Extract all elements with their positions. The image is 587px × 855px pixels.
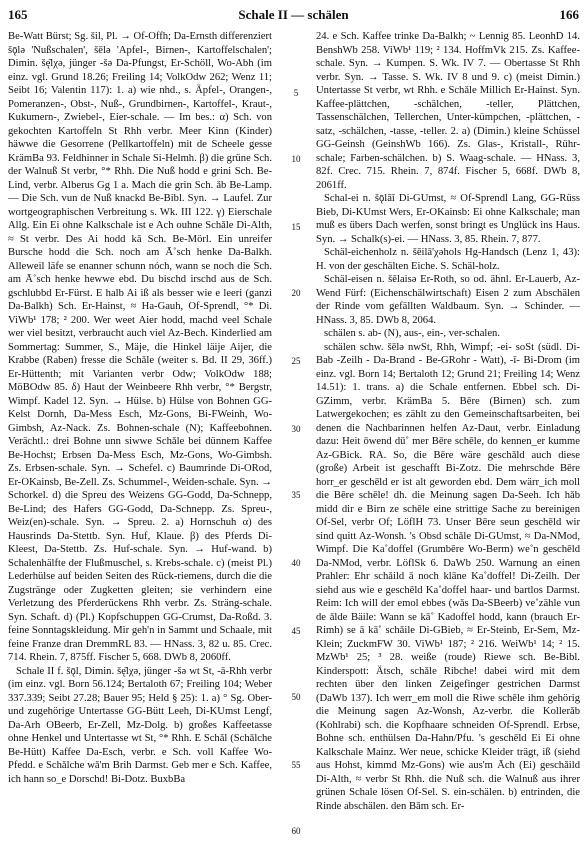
entry-schael-eichenholz: Schäl-eichenholz n. šēilā'χəhols Hg-Handsch (Lenz 1, 43): H. von der geschälten Eiche. S. Schäl-holz. [316, 247, 580, 272]
entry-schaelen: schälen schw. šēlə nwSt, Rhh, Wimpf; -ei- soSt (südl. Di-Bab -Zeilh - Da-Brand - Be-GRohr - Watt), -ī- Bi-Drom (im einz. vgl. Born 14; Bertaloth 12; Grund 21; Freiling 14; Wenz 14.51): 1. trans. a) die Schale entfernen. Ebbel sch. Di-GZimm, verbr. KrämBa 5. Bēre (Birnen) sch. zum Latwergekochen; es zählt zu den Gemeinschaftsarbeiten, bei denen die Nachbarinnen helfen Az-Daut, verbr. Einladung dazu: Heit ōwend dū˚ mer Bēre schēle, do kennen_er kumme Az-GBick. RA. So, die Bēre wäre geschǎld auch diese (große) Arbeit ist geschafft Bi-Zotz. Die mehrschde Bēre horr_er geschēld er ist alt geworden ebd. Dem wärr_ich moll die Bēre schēle! dh. die Meinung sagen Da-Seeh. Ich hǎb midd dir e Birn ze schēle eine strittige Sache zu bereinigen Of-Sel, verbr Of; LöflH 73. Unser Bēre seun geschēld wir sind quitt Az-Wonsh. 's Obsd schǎle Di-GUmst, ≈ Da-NMod, Wimpf. Die Ka˚doffel (Grumbēre Wo-Berm) we˚n geschēld Da-NMod, verbr. LöflSk 6. DaWb 250. Warnung an einen Prahler: Ehr schǎild ā noch klāne Ka˚doffel! Di-Zeilh. Der siehd aus wie e geschēld Ka˚doffel haar- und bartlos Darmst. Reim: Ich will der emol ebbes (wǎs Da-SBeerb) ve˚zähle vun de ǎlde Bäile: Wann se kā˚ Kadoffel hodd, kann (brauch Er-Rimh) se ā kā˚ schǎile Di-GBieb, ≈ Er-Steinb, Er-Sem, Mz-Klein; ZuckmFW 30. ViWb¹ 187; ² 216. WeiWb¹ 14; ² 15. MzWb¹ 25; ³ 28. weiße (roude) Riewe sch. Be-Bibl. Kinderspott: Ätsch, schǎle Ribche! dabei wird mit dem rechten über den linken Zeigefinger gestrichen Darmst (DaWb 137). Ich werr_em moll die Riwe schēle ihm gehörig die Meinung sagen Az-Wonsh, Az-verbr. die Kollerǎb (Kohlrabi) sch. die Kopfhaare schneiden Of-Sprendl. Erbse, Bohne sch. enthülsen Da-Hahn/Pfu. 's geschēld Ei Ei ohne Kalkschale Mainz. Wer neue, schicke Kleider trägt, iß (siehd aus Hohst, kimmd Mz-Gons) wie aus'm Āch (Ei) geschǎild Di-Alth, ≈ verbr St Rhh. die Nuß sch. die Walnuß aus ihrer grünen Schale lösen Of-Sel. S. ein-schälen. b) entrinden, die Rinde abschälen. den Bām sch. Er- [316, 341, 580, 812]
line-number: 40 [291, 558, 301, 568]
entry-schal-ei: Schal-ei n. šǭlāī Di-GUmst, ≈ Of-Sprendl Lang, GG-Rüss Bieb, Di-KUmst Wers, Er-OKainsb: Ei ohne Kalkschale; man muß es übers Dach werfen, sonst bringt es Unglück ins Haus. Syn. → Schalk(s)-ei. — HNass. 3, 85. Rhein. 7, 877. [316, 193, 580, 245]
entry-schaelen-compounds: schälen s. ab- (N), aus-, ein-, ver-schalen. [324, 328, 500, 339]
line-number-gutter [288, 30, 304, 850]
line-number: 10 [291, 154, 301, 164]
running-header [8, 5, 579, 25]
entry-schale-ii-continued: 24. e Sch. Kaffee trinke Da-Balkh; ~ Lennig 85. LeonhD 14. BenshWb 258. ViWb¹ 119; ² 134. HoffmVk 215. Zs. Kaffee-schale. Syn. → Kumpen. S. Wk. IV 7. — Obertasse St Rhh verbr. Syn. → Tasse. S. Wk. IV 8 und 9. c) (meist Dimin.) Untertasse St verbr, wt Rhh. e Schǎle Millich Er-Hainst. Syn. Kaffee-plättchen, -schälchen, -teller, Plättchen, Tassenschälchen, Tellerchen, Unter-kümpchen, -plättchen, -satz, -schälchen, -tasse, -teller. 2. a) (Dimin.) kleine Schüssel GG-Geinsh (GeinshWb 166). Zs. Glas-, Kristall-, Rühr-schale; Farben-schälchen. b) S. Waag-schale. — HNass. 3, 82f. Crec. 715. Rhein. 7, 874f. Fischer 5, 668f. DWb 8, 2061ff. [316, 31, 580, 191]
page-number-right: 166 [559, 7, 579, 22]
running-title: Schale II — schälen [238, 7, 349, 22]
line-number: 60 [291, 826, 301, 836]
line-number: 35 [291, 490, 301, 500]
line-number: 45 [291, 626, 301, 636]
page-number-left: 165 [8, 7, 28, 22]
entry-schale-ii: Schale II f. šǭl, Dimin. šę̄lχə, jünger -šə wt St, -ā-Rhh verbr (im einz. vgl. Born 56.124; Bertaloth 67; Freiling 104; Weber 337.339; Seibt 27.28; Bauer 95; Held § 25): 1. a) ° Sg. Ober- und zugehörige Untertasse GG-Bütt Leeh, Di-KUmst Lengf, Da-Arh OBeerb, Er-Zell, Mz-Dolg. b) großes Kaffeetasse ohne Henkel und Untertasse wt St, °* Rhh. E Schǎl (Schǎlche Be-Hütt) Kaffee Da-Esch, verbr. e Sch. voll Kaffee Wo-Pfedd. e Schǎlche wǎ'm Brih Darmst. Geb mer e Sch. Kaffee, ich hann so_e Dorschd! Bi-Dotz. BuxbBa [8, 665, 272, 785]
line-number: 25 [291, 356, 301, 366]
column-left [8, 30, 272, 850]
line-number: 20 [291, 288, 301, 298]
entry-schale-continued: Be-Watt Bürst; Sg. šil, Pl. → Of-Offh; Da-Ernsth differenziert šǭlə 'Nußschalen', šēlə 'Apfel-, Birnen-, Kartoffelschalen'; Dimin. šę̄lχə, jünger -šə Da-Pfungst, Er-Schöll, Wo-Abh (im einz. vgl. Grund 18.26; Freiling 14; VolkOdw 262; Wenz 11; Seibt 16; Valentin 117): 1. a) wie nhd., s. Äpfel-, Orangen-, Pomeranzen-, Obst-, Nuß-, Grundbirnen-, Kartoffel-, Kraut-, Kukumern-, Zwiebel-, Eier-schale. — Im bes.: α) Sch. von gekochten Kartoffeln St Rhh verbr. Meer Kinn (Kinder) häwwe die Gesorrene (Pellkartoffeln) mit de Scheele gesse KrämBa 93. Feldhinner in Schale Si-Helmh. β) die grüne Sch. der Walnuß St verbr, °* Rhh. Die Nuß hodd e grini Sch. Be-Lind, verbr. Alberus Gg 1 a. Mach die grin Sch. ǎb Be-Lamp. — Die Sch. vun de Nuß knackd Be-Bibl. Syn. → Laufel. Zur wortgeographischen Verbreitung s. Wk. III 122. γ) Eierschale Allg. Ein Ei ohne Kalkschale ist e Ach ouhne Schǎle Di-Alth, ≈ St verbr. Des Ai hodd kā Sch. Be-Mörl. Ein unreifer Bursche hodd die Sch. noch am Ā˚sch henke Da-Balkh. Alleweil läfe se enanner schunn nóch, wann se noch die Sch. am Ā˚sch henke hewwe ebd. Du bischd irschd aus de Sch. gschlubbd Er-Fürst. E halb Ai iß als besser wie e leeri (ganzi Da-Balkh) Sch. Er-Hainst, ≈ Ha-Gauh, Of-Sprendl, °* Di. ViWb¹ 178; ² 200. Wer weet Aier hodd, machd veel Schale wer viel besitzt, verbraucht auch viel Az-Bech. Kinderlied am Sommertag: Summer, S., Mäje, die Hinkel läije Aijer, die Krabbe (Raben) fresse die Schǎle (weiter s. Bd. II 29, 36ff.) Er-Hüttenth; mit Varianten verbr Odw; VolkOdw 188; MöBOdw 85. δ) Haut der Weinbeere Rhh verbr, °* Bergstr, Wimpf. Kadel 12. Syn. → Hülse. b) Hülse von Bohnen GG-Kelst Dornh, Da-Mess Esch, Mz-Gons, Bi-FWeinh, Wo-Gimbsh, Az-Nack. Zs. Bohnen-schale (N); Kaffeebohnen. Verächtl.: drei Bohne unn siwwe Schǎle bei dünnem Kaffee Be-Hochst; Erbsen Da-Mess Esch, Mz-Gons, Wo-Gimbsh. Zs. Erbsen-schale. Syn. → Schefel. c) Baumrinde Di-ORod, Er-OKainsb, Be-Zell. Zs. Schummel-, Weiden-schale. Syn. → Schorkel. d) die Spreu des Weizens GG-Godd, Da-Schnepp, Be-Lind; des Hafers GG-Godd, Da-Schnepp. Zs. Spreu-, Weiz(en)-schale. Syn. → Spreu. 2. a) Hornschuh α) des Hausrinds Da-Stettb. Syn. Huf, Klaue. β) des Pferds Di-Kleest, Da-Stettb. Zs. Huf-schale. Syn. → Huf-wand. b) Schalenhälfte der Flußmuschel, s. Krebs-schale. c) (meist Pl.) Lederhülse auf beiden Seiten des Rück-riemens, durch die die Zugstränge oder Zugketten gleiten; sie verhindern eine Verletzung des Pferderückens Rhh verbr. Zs. Sträng-schale. Syn. Schaft. d) (Pl.) Kopfschuppen GG-Crumst, Da-Roßd. 3. feine Sonntagskleidung. Mir geh'n in Sammt und Schaale, mit feine Franze dran DremmRL 83. — HNass. 3, 82 u. 85. Crec. 714. Rhein. 7, 875ff. Fischer 5, 668. DWb 8, 2060ff. [8, 31, 272, 663]
line-number: 5 [293, 88, 299, 98]
line-number: 30 [291, 424, 301, 434]
entry-schael-eisen: Schäl-eisen n. šēlaisə Er-Roth, so od. ähnl. Er-Lauerb, Az-Wend Fürf: (Eichenschälwirtschaft) Eisen 2 zum Abschälen der Rinde vom gefällten Waldbaum. Syn. → Schinder. — HNass. 3, 85. DWb 8, 2064. [316, 274, 580, 326]
line-number: 55 [291, 760, 301, 770]
line-number: 50 [291, 692, 301, 702]
line-number: 15 [291, 222, 301, 232]
column-right [316, 30, 580, 850]
